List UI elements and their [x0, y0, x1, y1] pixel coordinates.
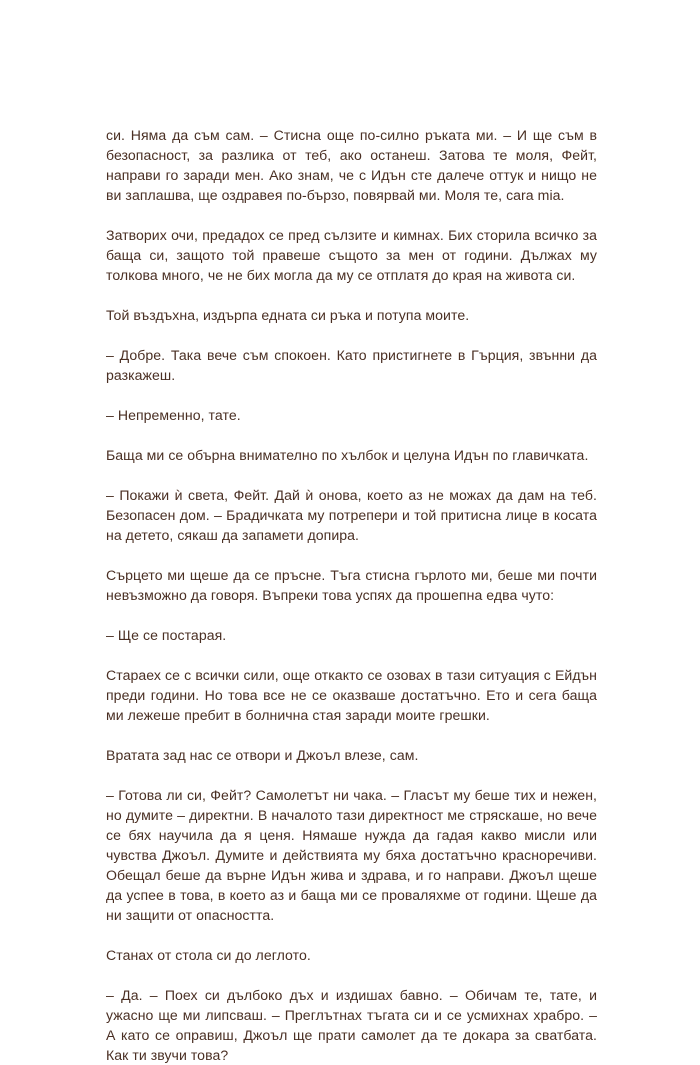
- paragraph-8: Сърцето ми щеше да се пръсне. Тъга стисна гърлото ми, беше ми почти невъзможно да говоря. Въпреки това успях да прошепна едва чуто:: [106, 567, 597, 603]
- paragraph-2: Затворих очи, предадох се пред сълзите и кимнах. Бих сторила всичко за баща си, защото той правеше същото за мен от години. Дължах му толкова много, че не бих могла да му се отплатя до края на живота си.: [106, 227, 597, 283]
- paragraph-11: Вратата зад нас се отвори и Джоъл влезе, сам.: [106, 747, 419, 763]
- paragraph-7: – Покажи ѝ света, Фейт. Дай ѝ онова, което аз не можах да дам на теб. Безопасен дом. – Брадичката му потрепери и той притисна лице в косата на детето, сякаш да запамети допира.: [106, 487, 597, 543]
- paragraph-12: – Готова ли си, Фейт? Самолетът ни чака. – Гласът му беше тих и нежен, но думите – директни. В началото тази директност ме стряскаше, но вече се бях научила да я ценя. Нямаше нужда да гадая какво мисли или чувства Джоъл. Думите и действията му бяха достатъчно красноречиви. Обещал беше да върне Идън жива и здрава, и го направи. Джоъл щеше да успее в това, в което аз и баща ми се проваляхме от години. Щеше да ни защити от опасността.: [106, 787, 597, 923]
- paragraph-6: Баща ми се обърна внимателно по хълбок и целуна Идън по главичката.: [106, 447, 589, 463]
- paragraph-4: – Добре. Така вече съм спокоен. Като пристигнете в Гърция, звънни да разкажеш.: [106, 347, 597, 383]
- paragraph-5: – Непременно, тате.: [106, 407, 241, 423]
- paragraph-3: Той въздъхна, издърпа едната си ръка и потупа моите.: [106, 307, 470, 323]
- paragraph-14: – Да. – Поех си дълбоко дъх и издишах бавно. – Обичам те, тате, и ужасно ще ми липсваш. – Преглътнах тъгата си и се усмихнах храбро. – А като се оправиш, Джоъл ще прати самолет да те докара за сватбата. Как ти звучи това?: [106, 987, 597, 1063]
- paragraph-13: Станах от стола си до леглото.: [106, 947, 311, 963]
- paragraph-9: – Ще се постарая.: [106, 627, 227, 643]
- paragraph-1: си. Няма да съм сам. – Стисна още по-силно ръката ми. – И ще съм в безопасност, за разлика от теб, ако останеш. Затова те моля, Фейт, направи го заради мен. Ако знам, че с Идън сте далече оттук и нищо не ви заплашва, ще оздравея по-бързо, повярвай ми. Моля те, cara mia.: [106, 127, 597, 203]
- paragraph-10: Стараех се с всички сили, още откакто се озовах в тази ситуация с Ейдън преди години. Но това все не се оказваше достатъчно. Ето и сега баща ми лежеше пребит в болнична стая заради моите грешки.: [106, 667, 597, 723]
